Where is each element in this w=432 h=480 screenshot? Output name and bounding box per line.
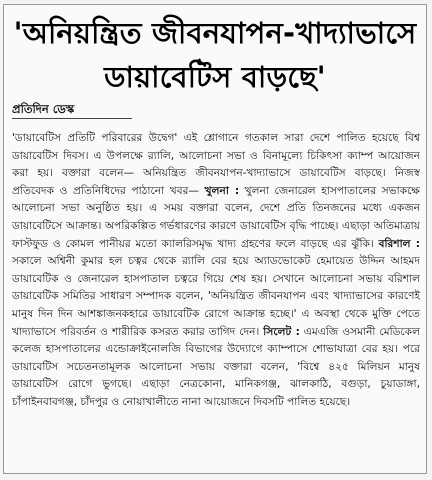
byline-divider <box>12 118 132 119</box>
article-body <box>12 130 420 412</box>
body-paragraph <box>12 130 420 412</box>
body-text-khulna: খুলনা জেনারেল হাসপাতালের সভাকক্ষে আলোচনা সভা অনুষ্ঠিত হয়। এ সময় বক্তারা বলেন, দেশে প্রতি তিনজনের মধ্যে একজন ডায়াবেটিসে আক্রান্ত। অপরিকল্পিত গর্ভধারণের কারণে ডায়াবেটিস বৃদ্ধি পাচ্ছে। এছাড়া অতিমাত্রায় ফাস্টফুড ও কোমল পানীয়র মতো ক্যালরিসমৃদ্ধ খাদ্য গ্রহণের ফলে বাড়ছে এর ঝুঁকি। <box>12 184 420 250</box>
dateline-barishal: বরিশাল : <box>378 237 421 250</box>
headline-line-2: ডায়াবেটিস বাড়ছে' <box>104 60 326 94</box>
article-clipping <box>3 4 427 474</box>
headline <box>4 11 426 99</box>
dateline-khulna: খুলনা : <box>204 184 240 197</box>
dateline-sylhet: সিলেট : <box>263 325 300 338</box>
body-text-intro: 'ডায়াবেটিস প্রতিটি পরিবারের উদ্বেগ' এই শ্লোগানে গতকাল সারা দেশে পালিত হয়েছে বিশ্ব ডায়াবেটিস দিবস। এ উপলক্ষে র‍্যালি, আলোচনা সভা ও বিনামূল্যে চিকিৎসা ক্যাম্প আয়োজন করা হয়। বক্তারা বলেন— অনিয়ন্ত্রিত জীবনযাপন-খাদ্যাভাসে ডায়াবেটিস বাড়ছে। নিজস্ব প্রতিবেদক ও প্রতিনিধিদের পাঠানো খবর— <box>12 132 420 197</box>
body-text-barishal: সকালে অশ্বিনী কুমার হল চত্বর থেকে র‍্যালি বের হয়ে অ্যাডভোকেট হেমায়েত উদ্দিন আহমদ ডায়াবেটিক ও জেনারেল হাসপাতাল চত্বরে গিয়ে শেষ হয়। সেখানে আলোচনা সভায় বরিশাল ডায়াবেটিক সমিতির সাধারণ সম্পাদক বলেন, 'অনিয়ন্ত্রিত জীবনযাপন এবং খাদ্যাভাসের কারণেই মানুষ দিন দিন আশঙ্কাজনকহারে ডায়াবেটিক রোগে আক্রান্ত হচ্ছে।' এ অবস্থা থেকে মুক্তি পেতে খাদ্যাভাসে পরিবর্তন ও শারীরিক কসরত করার তাগিদ দেন। <box>12 255 420 338</box>
byline-desk: প্রতিদিন ডেস্ক <box>12 102 75 116</box>
headline-line-1: 'অনিয়ন্ত্রিত জীবনযাপন-খাদ্যাভাসে <box>13 16 417 50</box>
body-text-sylhet: এমএজি ওসমানী মেডিকেল কলেজ হাসপাতালের এন্ডোক্রাইনোলজি বিভাগের উদ্যোগে ক্যাম্পাসে শোভাযাত্রা বের হয়। পরে ডায়াবেটিস সচেতনতামূলক আলোচনা সভায় বক্তারা বলেন, 'বিশ্বে ৪২৫ মিলিয়ন মানুষ ডায়াবেটিস রোগে ভুগছে। এছাড়া নেত্রকোনা, মানিকগঞ্জ, ঝালকাঠি, বগুড়া, চুয়াডাঙ্গা, চাঁপাইনবাবগঞ্জ, চাঁদপুর ও নোয়াখালীতে নানা আয়োজনে দিবসটি পালিত হয়েছে। <box>12 325 420 408</box>
